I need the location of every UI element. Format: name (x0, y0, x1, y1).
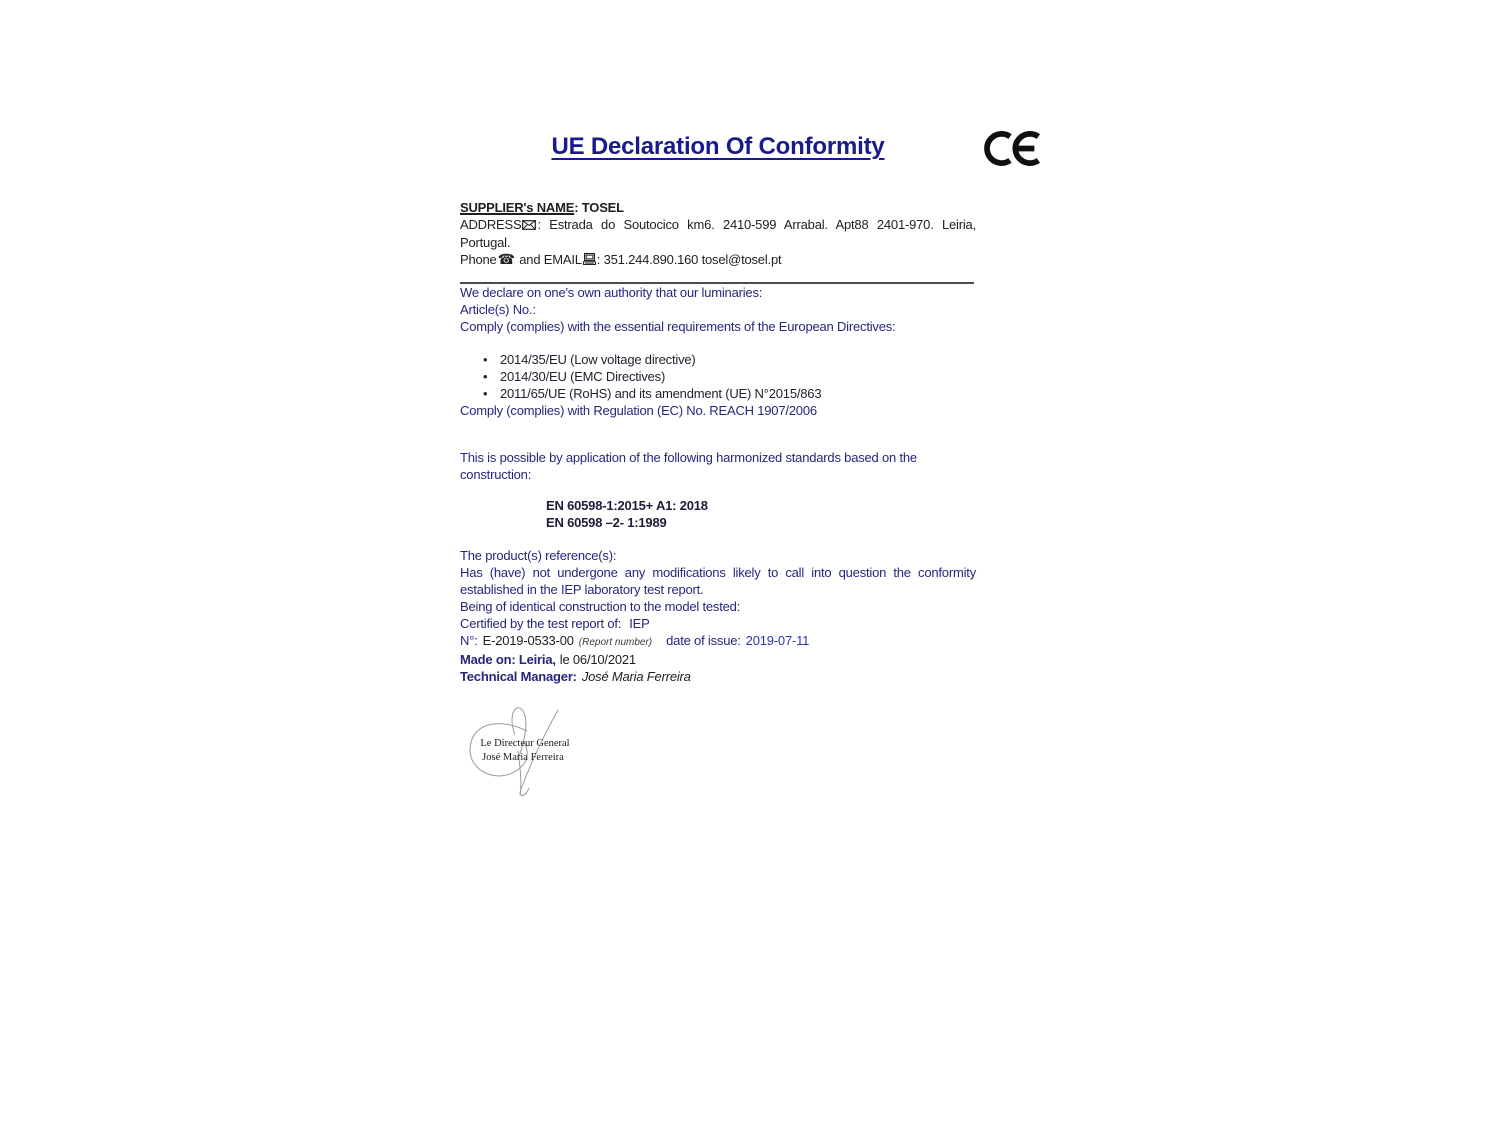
technical-manager-line (460, 668, 976, 685)
articles-line: Article(s) No.: (460, 302, 536, 317)
supplier-block (460, 199, 976, 269)
email-computer-icon (583, 252, 596, 269)
certified-label: Certified by the test report of: (460, 616, 622, 631)
signature-name: José Maria Ferreira (482, 752, 564, 763)
phone-icon: ☎ (497, 251, 515, 267)
issue-date-value: 2019-07-11 (745, 633, 810, 648)
phone-label: Phone (460, 252, 497, 267)
signature-title: Le Directeur General (480, 738, 570, 749)
list-item: • 2014/35/EU (Low voltage directive) (460, 351, 976, 368)
report-line (460, 632, 976, 651)
made-on-line (460, 651, 976, 668)
ce-mark-icon (983, 125, 1045, 172)
harmonized-intro (460, 449, 976, 483)
envelope-icon (522, 217, 536, 234)
harmonized-line1: This is possible by application of the following harmonized standards based on the (460, 450, 917, 465)
page-title (460, 131, 976, 163)
product-reference-block (460, 547, 976, 615)
address-text: : Estrada do Soutocico km6. 2410-599 Arrabal. Apt88 2401-970. Leiria, (537, 217, 976, 232)
email-label: and EMAIL (515, 252, 582, 267)
standards-block (546, 497, 976, 531)
signature-block (465, 701, 615, 811)
standard-item: EN 60598 –2- 1:1989 (546, 515, 667, 530)
supplier-address-line2: Portugal. (460, 235, 511, 250)
standard-item: EN 60598-1:2015+ A1: 2018 (546, 498, 708, 513)
issue-date-label: date of issue: (666, 633, 741, 648)
certified-line (460, 615, 976, 632)
authority-statement: We declare on one's own authority that our luminaries: (460, 285, 763, 300)
address-label: ADDRESS (460, 217, 522, 232)
made-on-label: Made on: Leiria, (460, 652, 556, 667)
comply-reach-line: Comply (complies) with Regulation (EC) No. REACH 1907/2006 (460, 403, 817, 418)
report-number-label: N°: (460, 633, 478, 648)
certified-value: IEP (629, 616, 650, 631)
harmonized-line2: construction: (460, 467, 532, 482)
made-on-date: le 06/10/2021 (559, 652, 636, 667)
supplier-name-line (460, 199, 976, 216)
supplier-address-line (460, 216, 976, 234)
contact-value: : 351.244.890.160 tosel@tosel.pt (596, 252, 782, 267)
report-number-value: E-2019-0533-00 (482, 633, 574, 648)
supplier-name-label: SUPPLIER's NAME (460, 200, 575, 215)
no-modifications-line2: established in the IEP laboratory test report. (460, 582, 704, 597)
supplier-contact-line (460, 251, 976, 269)
directives-list (460, 351, 976, 402)
supplier-name-value: : TOSEL (574, 200, 624, 215)
product-reference-line: The product(s) reference(s): (460, 548, 617, 563)
technical-manager-label: Technical Manager: (460, 669, 577, 684)
list-item: • 2014/30/EU (EMC Directives) (460, 368, 976, 385)
no-modifications-line1: Has (have) not undergone any modifications likely to call into question the conformity (460, 565, 976, 580)
report-number-note: (Report number) (578, 637, 653, 648)
identical-construction-line: Being of identical construction to the model tested: (460, 599, 741, 614)
page-title-text: UE Declaration Of Conformity (551, 133, 885, 160)
list-item: • 2011/65/UE (RoHS) and its amendment (UE) N°2015/863 (460, 385, 976, 402)
technical-manager-name: José Maria Ferreira (581, 669, 691, 684)
comply-directives-line: Comply (complies) with the essential requirements of the European Directives: (460, 319, 896, 334)
